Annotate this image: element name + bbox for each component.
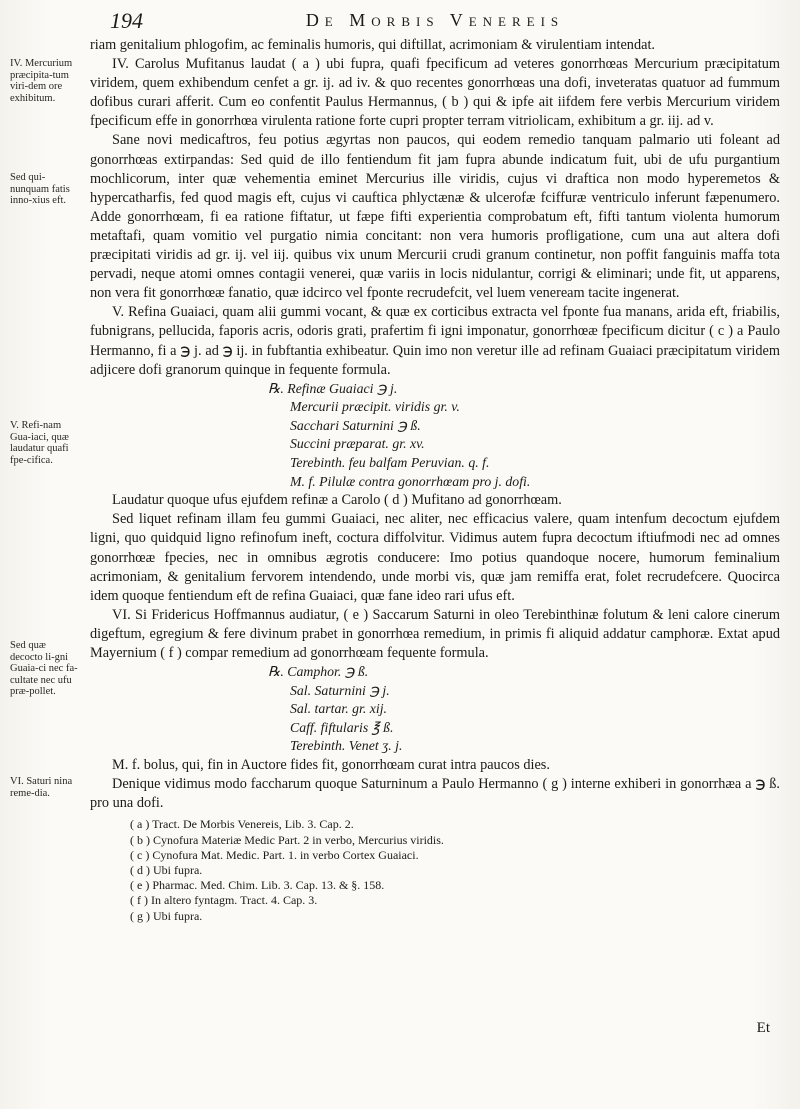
- recipe-line: Sal. Saturnini ℈ j.: [290, 682, 390, 698]
- paragraph: IV. Carolus Mufitanus laudat ( a ) ubi fupra, quafi fpecificum ad veteres gonorrhœas Mercurium præcipitatum viridem, quem exhibendum cenfet a gr. ij. ad iv. & quo recentes gonorrhœas una dofi, inveteratas quatuor ad fummum dofibus curari afferit. Cum eo confentit Paulus Hermannus, ( b ) qui & ipfe ait iifdem fere verbis Mercurium viridem fpecificum effe in gonorrhœa virulenta ratione forte cupri propter terram vitriolicam, exhibitum a gr. iij. ad v.: [90, 56, 780, 130]
- paragraph: Denique vidimus modo faccharum quoque Saturninum a Paulo Hermanno ( g ) interne exhiberi in gonorrhæa a ℈ ß. pro una dofi.: [90, 776, 780, 812]
- recipe-line: Caff. fiftularis ℥ ß.: [290, 719, 394, 735]
- margin-note: Sed qui-nunquam fatis inno-xius eft.: [10, 172, 70, 206]
- footnote: ( d ) Ubi fupra.: [130, 862, 203, 877]
- margin-note: VI. Saturi nina reme-dia.: [10, 776, 73, 799]
- recipe-line: Sacchari Saturnini ℈ ß.: [290, 417, 421, 433]
- footnotes: [90, 817, 780, 923]
- paragraph: VI. Si Fridericus Hoffmannus audiatur, ( e ) Saccarum Saturni in oleo Terebinthinæ folutum & leni calore cinerum digeftum, egregium & fere divinum prabet in gonorrhœa remedium, in primis fi aliquid addatur camphoræ. Extat apud Mayernium ( f ) compar remedium ad gonorrhœam fequente formula.: [90, 606, 780, 661]
- page-header: [110, 8, 760, 34]
- paragraph: Sed liquet refinam illam feu gummi Guaiaci, nec aliter, nec efficacius valere, quam intenfum decoctum ejufdem ligni, quo quidquid ligno refinofum ineft, coctura diffolvitur. Vidimus autem fupra decoctum iftiufmodi nec ad omnes gonorrhœæ fpecies, nec in omnibus ægrotis conducere: Imo potius quandoque nocere, humorum feminalium acrimoniam, & genitalium fervorem intendendo, unde morbi vis, quæ jam remiffa erat, folet recrudefcere. Quocirca idem quoque fentiendum eft de refina Guaiaci, quæ fane ideo rari ufus eft.: [90, 511, 780, 604]
- recipe-line: Succini præparat. gr. xv.: [290, 436, 425, 452]
- margin-note: Sed quæ decocto li-gni Guaia-ci nec fa-cultate nec ufu præ-pollet.: [10, 640, 78, 697]
- paragraph: V. Refina Guaiaci, quam alii gummi vocant, & quæ ex corticibus extracta vel fponte fua manans, arida eft, friabilis, fubnigrans, pellucida, faporis acris, odoris grati, prafertim fi igni imponatur, gonorrhœæ fpecificum dicitur ( c ) a Paulo Hermanno, fi a ℈ j. ad ℈ ij. in fubftantia exhibeatur. Quin imo non veretur ille ad refinam Guaiaci præcipitatum viridem adjicere dofi granorum quinque in fequente formula.: [90, 304, 780, 378]
- recipe-formula: [90, 380, 780, 492]
- paragraph: riam genitalium phlogofim, ac feminalis humoris, qui diftillat, acrimoniam & virulentiam intendat.: [90, 37, 655, 53]
- recipe-line: ℞. Camphor. ℈ ß.: [268, 664, 369, 680]
- recipe-formula: [90, 663, 780, 756]
- main-text: [90, 36, 780, 924]
- paragraph: Laudatur quoque ufus ejufdem refinæ a Carolo ( d ) Mufitano ad gonorrhœam.: [112, 492, 562, 509]
- footnote: ( c ) Cynofura Mat. Medic. Part. 1. in verbo Cortex Guaiaci.: [130, 847, 419, 862]
- footnote: ( e ) Pharmac. Med. Chim. Lib. 3. Cap. 13. & §. 158.: [130, 878, 385, 893]
- catchword: Et: [756, 1020, 770, 1036]
- recipe-line: Terebinth. feu balfam Peruvian. q. f.: [290, 455, 490, 471]
- paragraph: M. f. bolus, qui, fin in Auctore fides fit, gonorrhœam curat intra paucos dies.: [112, 757, 550, 774]
- recipe-line: Terebinth. Venet ʒ. j.: [290, 738, 403, 754]
- page-number: 194: [110, 8, 143, 33]
- footnote: ( g ) Ubi fupra.: [130, 908, 203, 923]
- footnote: ( a ) Tract. De Morbis Venereis, Lib. 3. Cap. 2.: [130, 817, 354, 832]
- running-title: De Morbis Venereis: [305, 10, 565, 30]
- recipe-line: M. f. Pilulæ contra gonorrhœam pro j. dofi.: [290, 473, 531, 489]
- footnote: ( f ) In altero fyntagm. Tract. 4. Cap. 3.: [130, 893, 318, 908]
- recipe-line: ℞. Refinæ Guaiaci ℈ j.: [268, 380, 398, 396]
- margin-note: IV. Mercurium præcipita-tum viri-dem ore exhibitum.: [10, 58, 73, 104]
- footnote: ( b ) Cynofura Materiæ Medic Part. 2 in verbo, Mercurius viridis.: [130, 832, 444, 847]
- margin-note: V. Refi-nam Gua-iaci, quæ laudatur quafi fpe-cifica.: [10, 420, 69, 466]
- paragraph: Sane novi medicaftros, feu potius ægyrtas non paucos, qui eodem remedio tanquam palmario uti foleant ad gonorrhœas extirpandas: Sed quid de illo fentiendum fit jam fupra abunde indicatum fuit, ubi de ufu purgantium mochlicorum, inter quæ vehementia eminet Mercurius ille viridis, cujus vi draftica non modo hyperemetos & hypercatharfis, fed quod magis eft, cujus vi cauftica phlyctænæ & ulcerofæ fciffuræ ventriculo inferunt fæpenumero. Adde gonorrhœam, fi ea ratione fiftatur, ut fæpe fifti experientia comprobatum eft, fifti tantum violenta humorum metaftafi, quam vomitio vel purgatio nimia concitant: non vera humoris profligatione, cum una aut altera dofi præcipitati viridis ad gr. ij. vel iij. quibus vix unum Mercurii crudi granum continetur, non poffit fanguinis maffa tota pervadi, neque atomi omnes contagii venerei, quæ variis in locis nidulantur, corrigi & eliminari; unde fit, ut apparens, non vera fit gonorrhœæ fanatio, quæ idcirco vel fponte recrudefcit, vel luem veneream tacite ingenerat.: [90, 132, 780, 302]
- recipe-line: Mercurii præcipit. viridis gr. v.: [290, 399, 460, 415]
- recipe-line: Sal. tartar. gr. xij.: [290, 701, 387, 717]
